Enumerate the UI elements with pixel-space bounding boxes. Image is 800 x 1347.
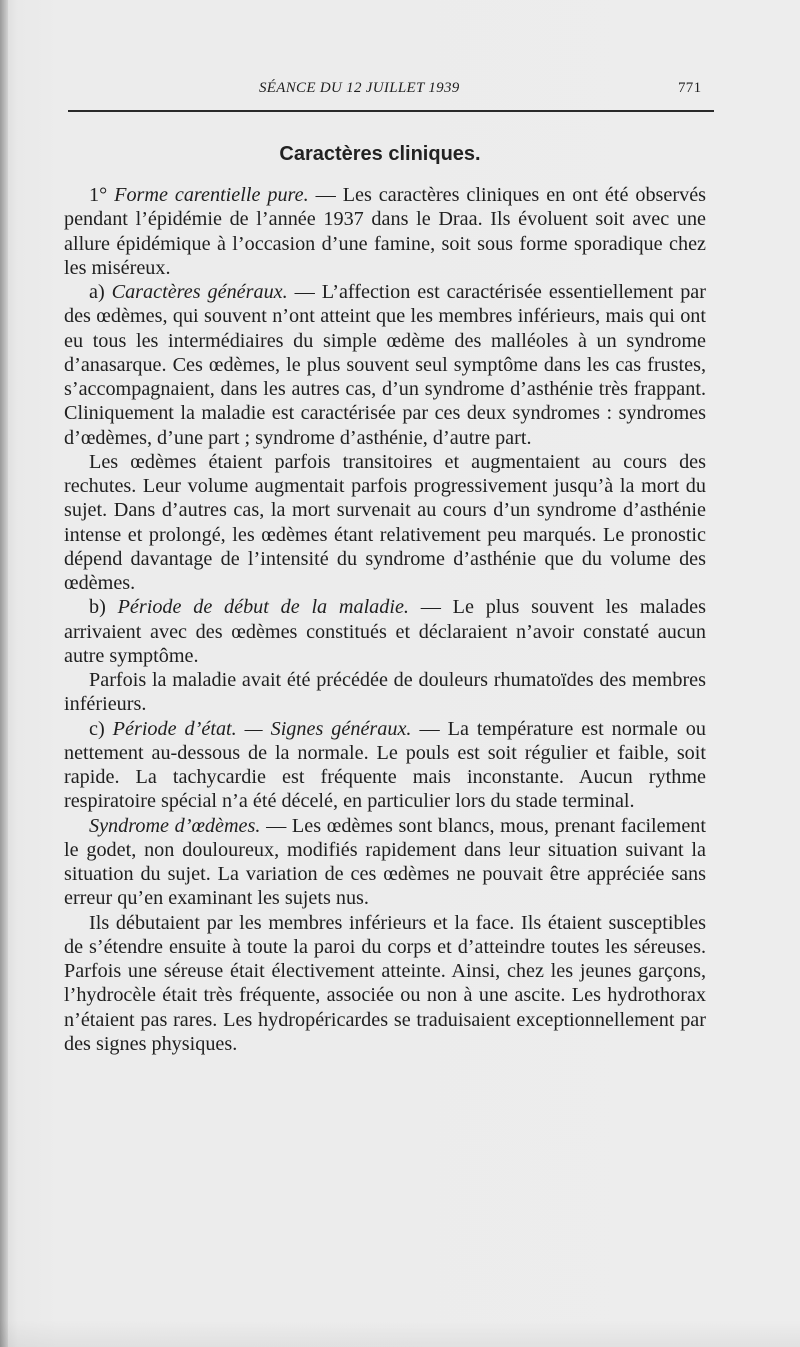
body-text bbox=[64, 183, 706, 1056]
paragraph-text: Les œdèmes étaient parfois transitoires et augmentaient au cours des rechutes. Leur volume augmentait parfois progressivement jusqu’à la mort du sujet. Dans d’autres cas, la mort survenait au cours d’un syndrome d’asthénie intense et prolongé, les œdèmes étant relativement peu marqués. Le pronostic dépend davantage de l’intensité du syndrome d’asthénie que du volume des œdèmes. bbox=[64, 450, 706, 594]
paragraph-text: — La température est normale ou nettement au-dessous de la normale. Le pouls est soit régulier et faible, soit rapide. La tachycardie est fréquente mais inconstante. Aucun rythme respiratoire spécial n’a été décelé, en particulier lors du stade terminal. bbox=[64, 717, 706, 813]
header-rule bbox=[68, 110, 714, 112]
paragraph-italic-heading: Caractères généraux. bbox=[111, 281, 288, 303]
paragraph-text: — Les caractères cliniques en ont été observés pendant l’épidémie de l’année 1937 dans le Draa. Ils évoluent soit avec une allure épidémique à l’occasion d’une famine, soit sous forme sporadique chez les miséreux. bbox=[64, 184, 707, 279]
paragraph-italic-heading: Période d’état. — Signes généraux. bbox=[112, 717, 412, 740]
paragraph-lead: c) bbox=[89, 717, 113, 740]
paragraph-text: — Les œdèmes sont blancs, mous, prenant facilement le godet, non douloureux, modifiés rapidement dans leur situation suivant la situation du sujet. La variation de ces œdèmes ne pouvait être appréciée sans erreur qu’en examinant les sujets nus. bbox=[64, 814, 706, 910]
paragraph-lead: b) bbox=[89, 596, 118, 619]
paragraph-3 bbox=[64, 450, 706, 596]
page-binding-edge bbox=[0, 0, 8, 1347]
paragraph-6 bbox=[64, 717, 706, 814]
paragraph-italic-heading: Forme carentielle pure. bbox=[114, 184, 309, 206]
page-header bbox=[64, 78, 710, 102]
page-bottom-shadow bbox=[0, 1320, 800, 1347]
section-title: Caractères cliniques. bbox=[279, 143, 481, 165]
paragraph-8 bbox=[64, 911, 706, 1057]
paragraph-text: Parfois la maladie avait été précédée de douleurs rhumatoïdes des membres inférieurs. bbox=[64, 669, 706, 716]
paragraph-lead: 1° bbox=[89, 184, 115, 206]
paragraph-4 bbox=[64, 595, 706, 668]
paragraph-1 bbox=[64, 183, 706, 280]
paragraph-italic-heading: Période de début de la maladie. bbox=[117, 596, 409, 619]
page-number: 771 bbox=[678, 80, 702, 96]
paragraph-text: — L’affection est caractérisée essentiellement par des œdèmes, qui souvent n’ont atteint que les membres inférieurs, mais qui ont eu tous les intermédiaires du simple œdème des malléoles à un syndrome d’anasarque. Ces œdèmes, le plus souvent seul symptôme dans les cas frustes, s’accompagnaient, dans les autres cas, d’un syndrome d’asthénie très frappant. Cliniquement la maladie est caractérisée par ces deux syndromes : syndromes d’œdèmes, d’une part ; syndrome d’asthénie, d’autre part. bbox=[64, 281, 706, 449]
paragraph-7 bbox=[64, 814, 706, 911]
paragraph-lead: a) bbox=[89, 281, 112, 303]
paragraph-text: Ils débutaient par les membres inférieurs et la face. Ils étaient susceptibles de s’étendre ensuite à toute la paroi du corps et d’atteindre toutes les séreuses. Parfois une séreuse était électivement atteinte. Ainsi, chez les jeunes garçons, l’hydrocèle était très fréquente, associée ou non à une ascite. Les hydrothorax n’étaient pas rares. Les hydropéricardes se traduisaient exceptionnellement par des signes physiques. bbox=[64, 911, 706, 1055]
paragraph-text: — Le plus souvent les malades arrivaient avec des œdèmes constitués et déclaraient n’avoir constaté aucun autre symptôme. bbox=[64, 596, 706, 667]
paragraph-5 bbox=[64, 668, 706, 717]
running-head: SÉANCE DU 12 JUILLET 1939 bbox=[259, 80, 460, 96]
paragraph-2 bbox=[64, 280, 706, 450]
paragraph-italic-heading: Syndrome d’œdèmes. bbox=[89, 814, 261, 837]
